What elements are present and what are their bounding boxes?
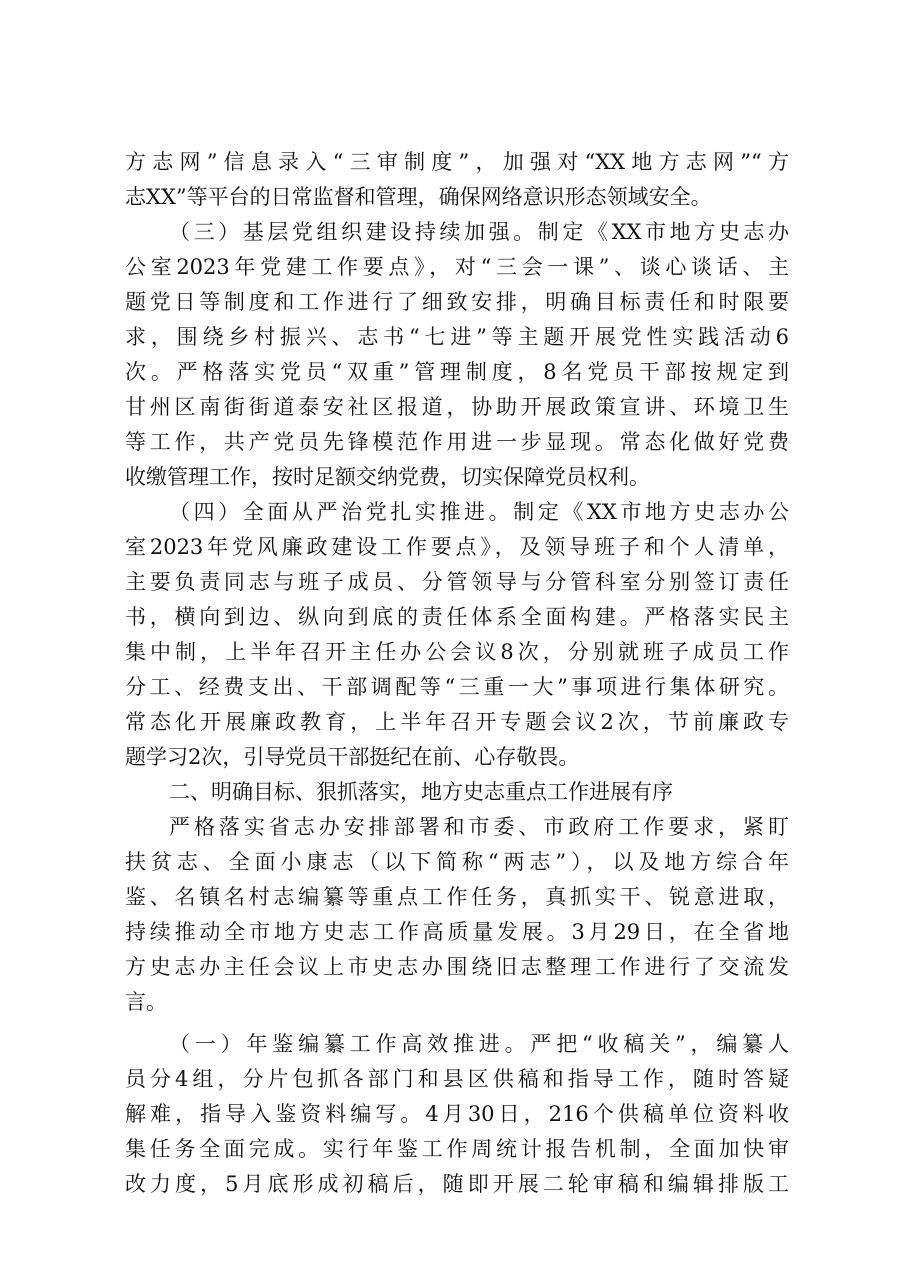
text-line: 书，横向到边、纵向到底的责任体系全面构建。严格落实民主	[125, 605, 789, 629]
text-line: 室2023年党风廉政建设工作要点》，及领导班子和个人清单，	[125, 535, 789, 559]
section-four-start: （四）全面从严治党扎实推进。制定《XX市地方史志办公	[169, 500, 789, 524]
text-line: 员分4组，分片包抓各部门和县区供稿和指导工作，随时答疑	[125, 1067, 789, 1091]
text-line: 方史志办主任会议上市史志办围绕旧志整理工作进行了交流发	[125, 955, 789, 979]
text-line: 扶贫志、全面小康志（以下简称“两志”），以及地方综合年	[125, 850, 789, 874]
text-line: 甘州区南街街道泰安社区报道，协助开展政策宣讲、环境卫生	[125, 395, 789, 419]
text-line: 常态化开展廉政教育，上半年召开专题会议2次，节前廉政专	[125, 710, 789, 734]
paragraph-start: 严格落实省志办安排部署和市委、市政府工作要求，紧盯	[169, 815, 789, 839]
text-line: 次。严格落实党员“双重”管理制度，8名党员干部按规定到	[125, 360, 789, 384]
text-line: 集任务全面完成。实行年鉴工作周统计报告机制，全面加快审	[125, 1137, 789, 1161]
text-line: 持续推动全市地方史志工作高质量发展。3月29日，在全省地	[125, 920, 789, 944]
subsection-one-start: （一）年鉴编纂工作高效推进。严把“收稿关”，编纂人	[169, 1032, 789, 1056]
section-three-start: （三）基层党组织建设持续加强。制定《XX市地方史志办	[169, 220, 789, 244]
text-line: 解难，指导入鉴资料编写。4月30日，216个供稿单位资料收	[125, 1102, 789, 1126]
text-line: 改力度，5月底形成初稿后，随即开展二轮审稿和编辑排版工	[125, 1172, 789, 1196]
text-line: 公室2023年党建工作要点》，对“三会一课”、谈心谈话、主	[125, 255, 789, 279]
text-line: 鉴、名镇名村志编纂等重点工作任务，真抓实干、锐意进取，	[125, 885, 789, 909]
section-heading: 二、明确目标、狠抓落实，地方史志重点工作进展有序	[169, 780, 673, 804]
text-line: 等工作，共产党员先锋模范作用进一步显现。常态化做好党费	[125, 430, 789, 454]
text-line: 题学习2次，引导党员干部挺纪在前、心存敬畏。	[125, 745, 580, 769]
text-line: 主要负责同志与班子成员、分管领导与分管科室分别签订责任	[125, 570, 789, 594]
text-line: 言。	[125, 990, 167, 1014]
text-line: 志XX”等平台的日常监督和管理，确保网络意识形态领域安全。	[125, 185, 712, 209]
text-line: 集中制，上半年召开主任办公会议8次，分别就班子成员工作	[125, 640, 789, 664]
text-line: 求，围绕乡村振兴、志书“七进”等主题开展党性实践活动6	[125, 325, 789, 349]
body-text	[125, 145, 789, 1202]
text-line: 方志网”信息录入“三审制度”，加强对“XX地方志网”“方	[125, 150, 789, 174]
text-line: 分工、经费支出、干部调配等“三重一大”事项进行集体研究。	[125, 675, 789, 699]
text-line: 收缴管理工作，按时足额交纳党费，切实保障党员权利。	[125, 465, 650, 489]
text-line: 题党日等制度和工作进行了细致安排，明确目标责任和时限要	[125, 290, 789, 314]
